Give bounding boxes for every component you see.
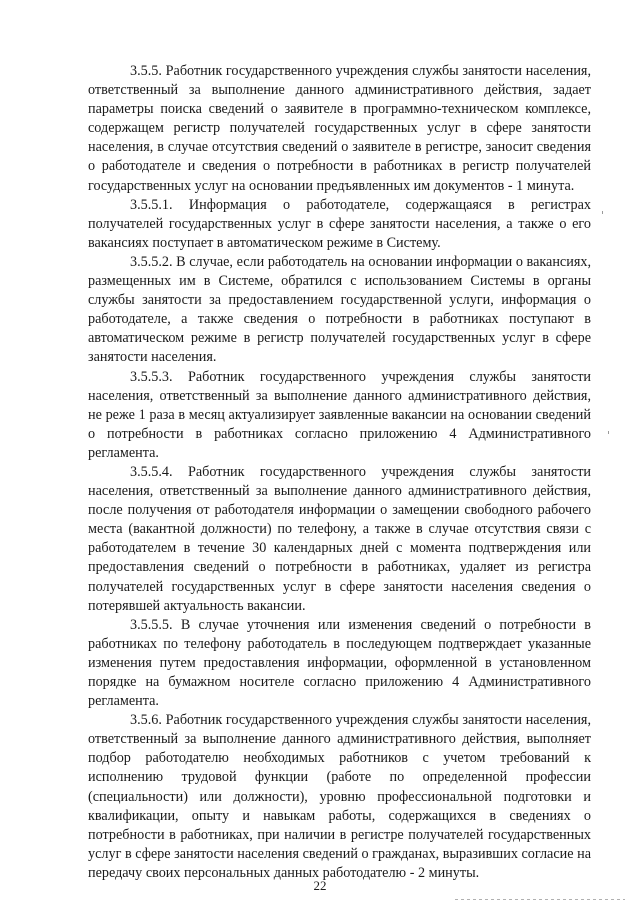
paragraph-3-5-5-3: 3.5.5.3. Работник государственного учреждения службы занятости населения, ответственный за выполнение данного административного действия, не реже 1 раза в месяц актуализирует заявленные вакансии на основании сведений о потребности в работниках согласно приложению 4 Административного регламента.: [88, 368, 591, 461]
document-body: [88, 62, 591, 883]
paragraph-3-5-5-5: 3.5.5.5. В случае уточнения или изменения сведений о потребности в работниках по телефону работодатель в последующем подтверждает указанные изменения путем предоставления информации, оформленной в установленном порядке на бумажном носителе согласно приложению 4 Административного регламента.: [88, 616, 591, 710]
scan-artifact: [602, 211, 603, 214]
paragraph-3-5-6: 3.5.6. Работник государственного учреждения службы занятости населения, ответственный за выполнение данного административного действия, выполняет подбор работодателю необходимых работников с учетом требований к исполнению трудовой функции (работе по определенной профессии (специальности) или должности), уровню профессиональной подготовки и квалификации, опыту и навыкам работы, содержащихся в сведениях о потребности в работниках, при наличии в регистре получателей государственных услуг в сфере занятости населения сведений о гражданах, выразивших согласие на передачу своих персональных данных работодателю - 2 минуты.: [88, 712, 591, 881]
paragraph-3-5-5-2: 3.5.5.2. В случае, если работодатель на основании информации о вакансиях, размещенных им в Системе, обратился с использованием Системы в органы службы занятости за предоставлением государственной услуги, информация о работодателе, а также сведения о потребности в работниках поступают в автоматическом режиме в регистр получателей государственных услуг в сфере занятости населения.: [88, 253, 591, 366]
paragraph-3-5-5-4: 3.5.5.4. Работник государственного учреждения службы занятости населения, ответственный за выполнение данного административного действия, после получения от работодателя информации о замещении свободного рабочего места (вакантной должности) по телефону, а также в случае отсутствия связи с работодателем в течение 30 календарных дней с момента подтверждения или предоставления сведений о потребности в работниках, удаляет из регистра получателей государственных услуг в сфере занятости населения сведения о потерявшей актуальность вакансии.: [88, 463, 591, 614]
scan-artifact: [455, 899, 625, 900]
scan-artifact: [608, 431, 609, 434]
page-number: 22: [313, 878, 327, 893]
paragraph-3-5-5: 3.5.5. Работник государственного учреждения службы занятости населения, ответственный за выполнение данного административного действия, задает параметры поиска сведений о заявителе в программно-техническом комплексе, содержащем регистр получателей государственных услуг в сфере занятости населения, в случае отсутствия сведений о заявителе в регистре, заносит сведения о работодателе и сведения о потребности в работниках в регистр получателей государственных услуг на основании предъявленных им документов - 1 минута.: [88, 63, 591, 194]
paragraph-3-5-5-1: 3.5.5.1. Информация о работодателе, содержащаяся в регистрах получателей государственных услуг в сфере занятости населения, а также о его вакансиях поступает в автоматическом режиме в Систему.: [88, 196, 591, 251]
